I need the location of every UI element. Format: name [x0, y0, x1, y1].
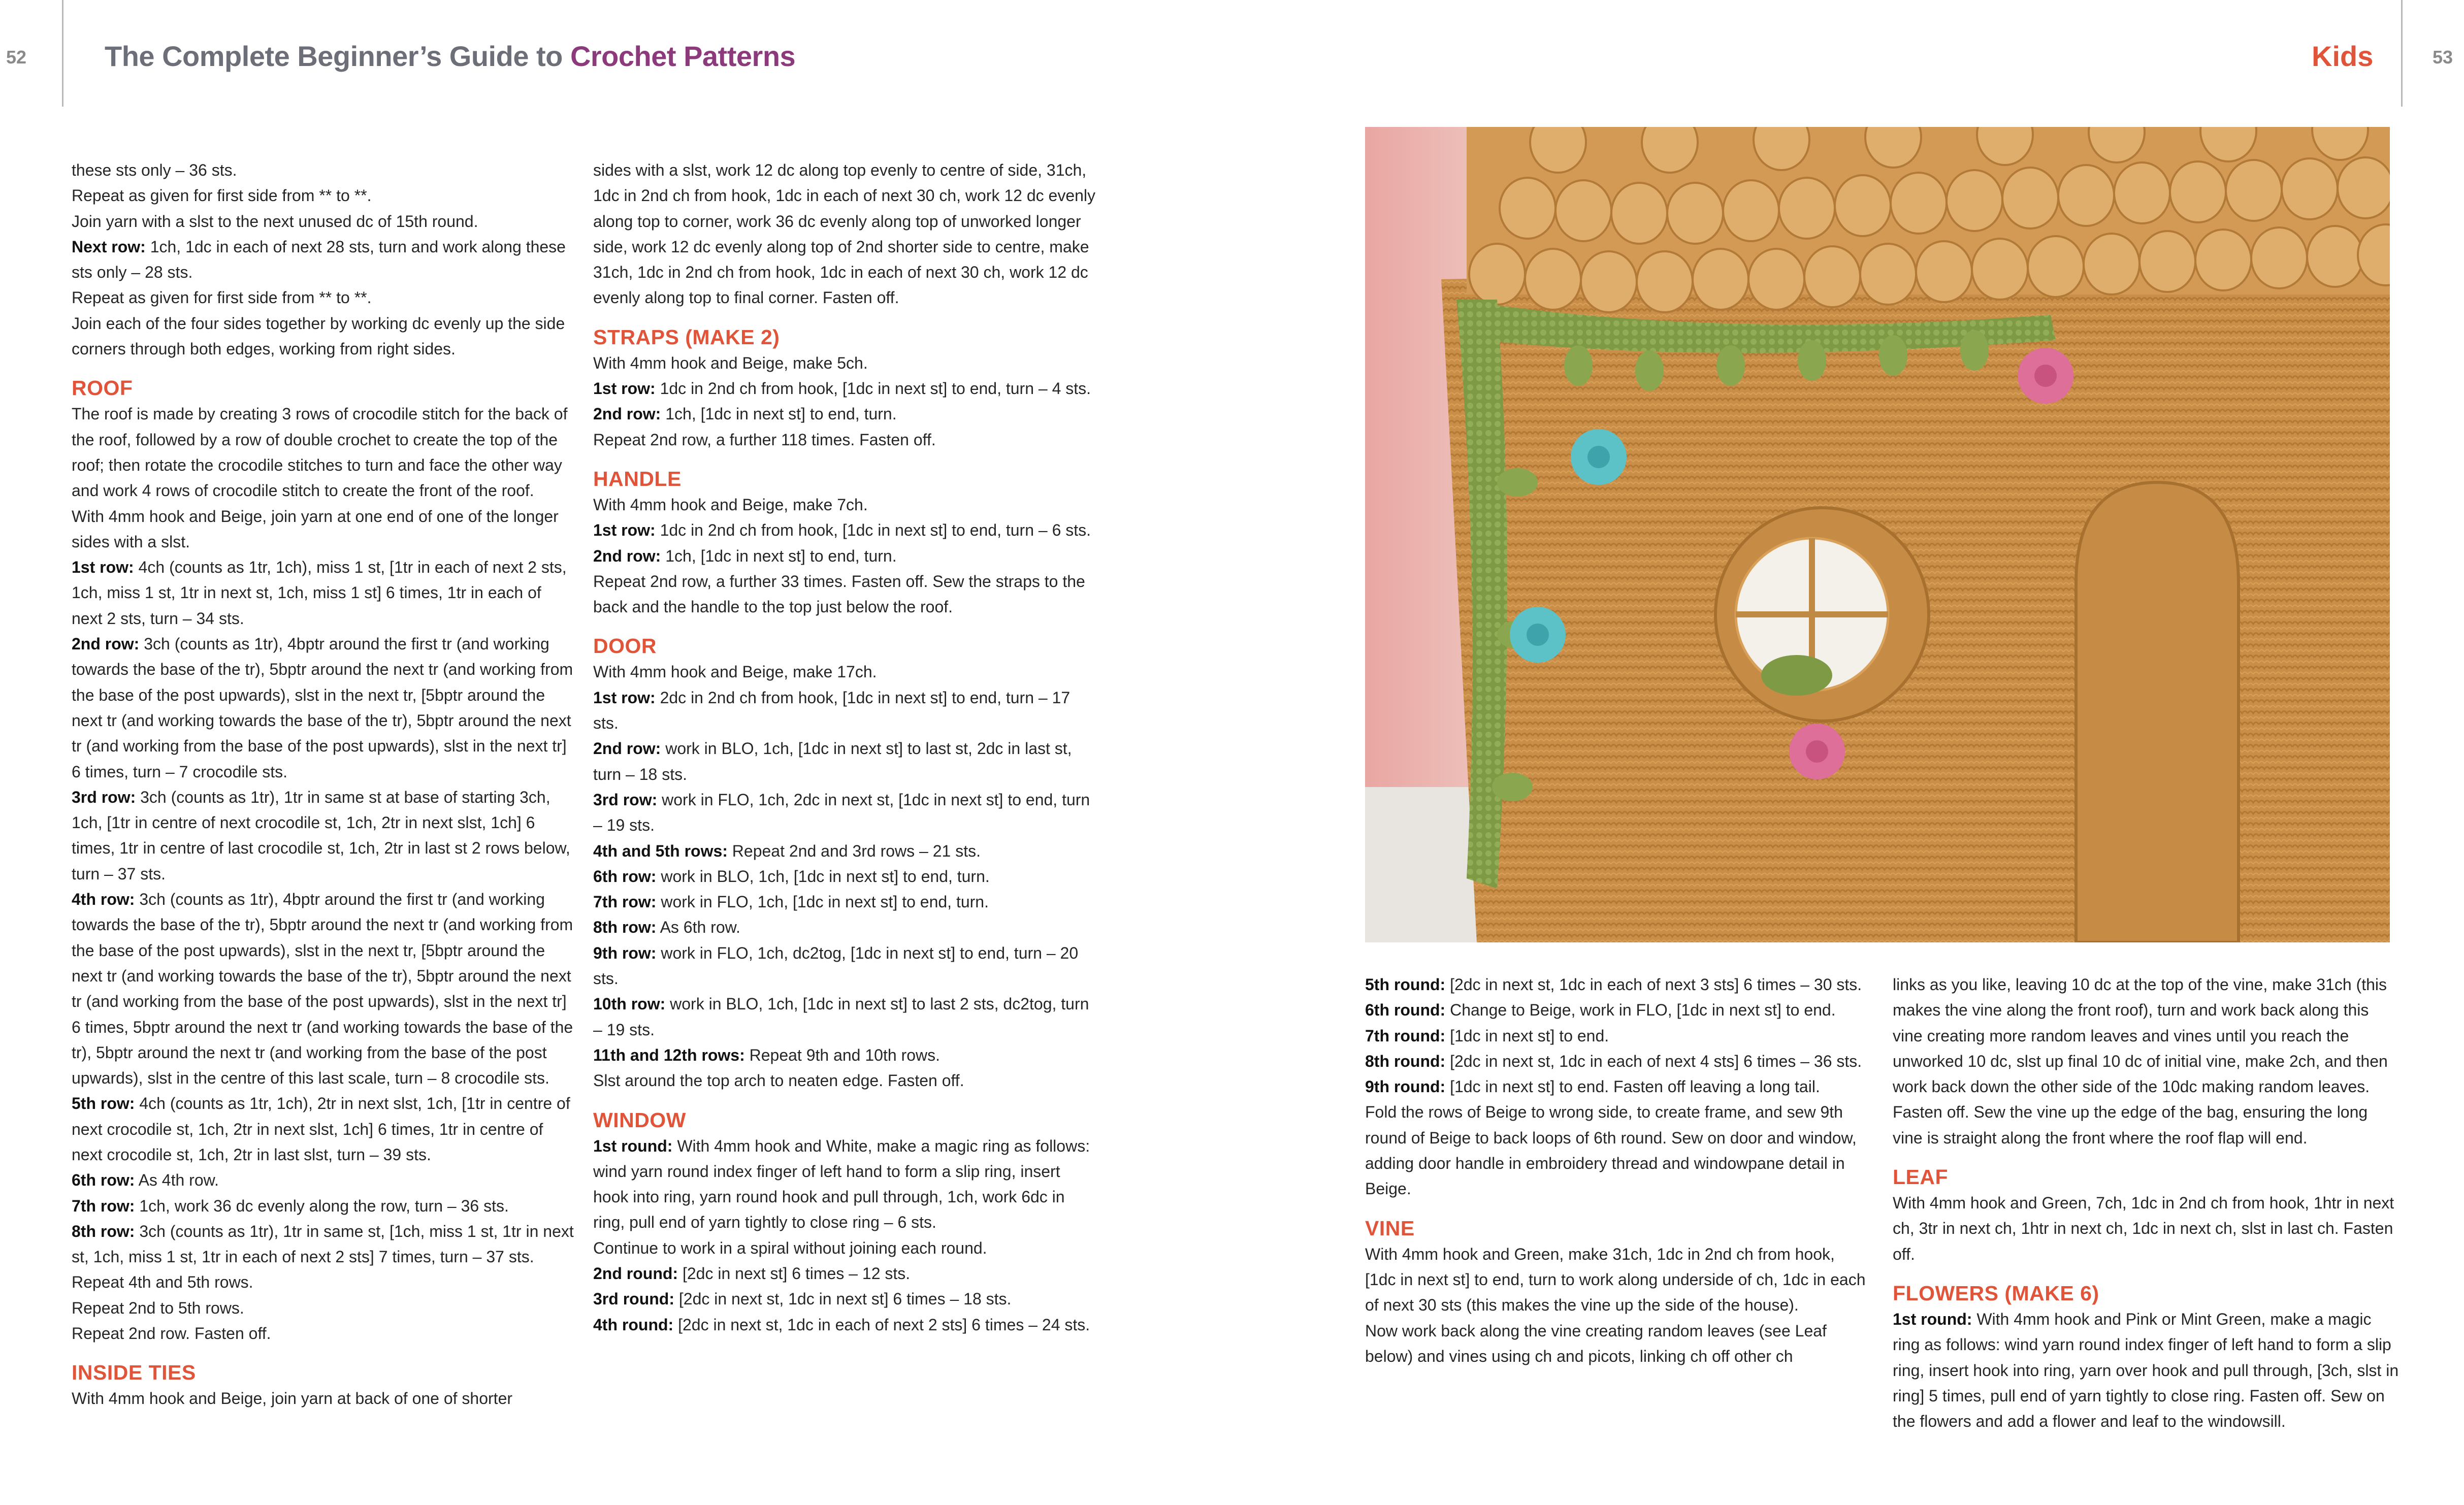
text-column-4	[1893, 972, 2401, 1434]
instruction-text: 4ch (counts as 1tr, 1ch), 2tr in next slst, 1ch, [1tr in centre of next crocodile st, 1ch, 2tr in next slst, 1ch] 6 times, 1tr in centre of next crocodile st, 1ch, 2tr in last slst, turn – 39 sts.	[72, 1094, 570, 1164]
paragraph: Fold the rows of Beige to wrong side, to create frame, and sew 9th round of Beige to back loops of 6th round. Sew on door and window, adding door handle in embroidery thread and windowpane detail in Beige.	[1365, 1103, 1857, 1198]
instruction	[593, 991, 1096, 1042]
paragraph: With 4mm hook and Beige, join yarn at back of one of shorter	[72, 1389, 513, 1408]
instruction	[1365, 1023, 1868, 1049]
paragraph: Join each of the four sides together by working dc evenly up the side corners through both edges, working from right sides.	[72, 314, 565, 358]
instruction-label: 11th and 12th rows:	[593, 1045, 745, 1064]
instruction-label: 8th row:	[593, 918, 657, 937]
page-number-right: 53	[2433, 47, 2453, 68]
instruction	[1365, 972, 1868, 997]
heading-flowers: FLOWERS (MAKE 6)	[1893, 1281, 2099, 1305]
instruction-label: 2nd row:	[593, 739, 661, 758]
paragraph: Join yarn with a slst to the next unused dc of 15th round.	[72, 212, 478, 231]
instruction-text: work in BLO, 1ch, [1dc in next st] to last 2 sts, dc2tog, turn – 19 sts.	[593, 995, 1089, 1039]
instruction-text: work in BLO, 1ch, [1dc in next st] to end, turn.	[656, 867, 990, 886]
instruction	[593, 1133, 1096, 1235]
instruction	[72, 1091, 574, 1167]
paragraph: With 4mm hook and Green, make 31ch, 1dc in 2nd ch from hook, [1dc in next st] to end, turn to work along underside of ch, 1dc in each of next 30 sts (this makes the vine up the side of the house).	[1365, 1245, 1866, 1315]
instruction	[593, 736, 1096, 787]
instruction-text: Repeat 9th and 10th rows.	[744, 1045, 940, 1064]
instruction-label: 7th row:	[593, 893, 657, 911]
instruction	[72, 1219, 574, 1270]
instruction-text: 1ch, work 36 dc evenly along the row, turn – 36 sts.	[135, 1196, 509, 1215]
instruction	[1893, 1306, 2401, 1434]
instruction-label: 1st row:	[72, 558, 134, 577]
instruction-text: With 4mm hook and Pink or Mint Green, make a magic ring as follows: wind yarn round index finger of left hand to form a slip ring, insert hook into ring, yarn over hook and pull through, [3ch, slst in ring] 5 times, pull end of yarn tightly to close ring. Fasten off. Sew on the flowers and add a flower and leaf to the windowsill.	[1893, 1310, 2399, 1431]
instruction-label: 1st round:	[593, 1136, 673, 1155]
paragraph: The roof is made by creating 3 rows of crocodile stitch for the back of the roof, followed by a row of double crochet to create the top of the roof; then rotate the crocodile stitches to turn and face the other way and work 4 rows of crocodile stitch to create the front of the roof.	[72, 405, 568, 500]
door	[2076, 482, 2239, 942]
instruction-text: 1dc in 2nd ch from hook, [1dc in next st] to end, turn – 6 sts.	[655, 521, 1091, 540]
instruction-label: 1st row:	[593, 379, 656, 398]
instruction-text: [2dc in next st, 1dc in each of next 4 sts] 6 times – 36 sts.	[1445, 1052, 1862, 1070]
instruction-text: 3ch (counts as 1tr), 4bptr around the first tr (and working towards the base of the tr), 5bptr around the next tr (and working from the base of the post upwards), slst in the next tr, [5bptr around the next tr (and working towards the base of the tr), 5bptr around the next tr (and working from the base of the post upwards), slst in the next tr] 6 times, turn – 7 crocodile sts.	[72, 635, 573, 781]
instruction	[593, 1042, 1096, 1068]
instruction	[593, 838, 1096, 864]
instruction-label: 6th round:	[1365, 1001, 1446, 1020]
instruction	[593, 914, 1096, 940]
instruction	[593, 1312, 1096, 1337]
heading-inside-ties: INSIDE TIES	[72, 1361, 196, 1385]
paragraph: Continue to work in a spiral without joining each round.	[593, 1238, 987, 1257]
paragraph: Slst around the top arch to neaten edge. Fasten off.	[593, 1071, 964, 1090]
instruction	[593, 864, 1096, 889]
instruction-text: 3ch (counts as 1tr), 4bptr around the first tr (and working towards the base of the tr), 5bptr around the next tr (and working from the base of the post upwards), slst in the next tr, [5bptr around the next tr (and working towards the base of the tr), 5bptr around the next tr (and working from the base of the post upwards), slst in the next tr] 6 times, 5bptr around the next tr (and working towards the base of the tr), 5bptr around the next tr (and working from the base of the post upwards), slst in the centre of this last scale, turn – 8 crocodile sts.	[72, 890, 573, 1088]
paragraph: links as you like, leaving 10 dc at the top of the vine, make 31ch (this makes the vine along the front roof), turn and work back along this vine creating more random leaves and vines until you reach the unworked 10 dc, slst up final 10 dc of initial vine, make 2ch, and then work back down the other side of the 10dc making random leaves. Fasten off. Sew the vine up the edge of the bag, ensuring the long vine is straight along the front where the roof flap will end.	[1893, 975, 2388, 1147]
instruction-text: [2dc in next st, 1dc in next st] 6 times – 18 sts.	[674, 1290, 1012, 1308]
paragraph: With 4mm hook and Beige, make 7ch.	[593, 495, 868, 514]
instruction	[72, 631, 574, 784]
paragraph: Repeat 2nd row. Fasten off.	[72, 1324, 271, 1343]
instruction	[593, 685, 1096, 736]
instruction	[593, 543, 1096, 569]
instruction-label: 1st row:	[593, 688, 656, 707]
instruction-label: 6th row:	[72, 1171, 135, 1190]
instruction-label: 7th row:	[72, 1196, 135, 1215]
instruction-label: 4th and 5th rows:	[593, 841, 728, 860]
instruction-text: With 4mm hook and White, make a magic ring as follows: wind yarn round index finger of left hand to form a slip ring, insert hook into ring, yarn round hook and pull through, 1ch, work 6dc in ring, pull end of yarn tightly to close ring – 6 sts.	[593, 1136, 1090, 1232]
paragraph: sides with a slst, work 12 dc along top evenly to centre of side, 31ch, 1dc in 2nd ch from hook, 1dc in each of next 30 ch, work 12 dc evenly along top to corner, work 36 dc evenly along top of unworked longer side, work 12 dc evenly along top of 2nd shorter side to centre, make 31ch, 1dc in 2nd ch from hook, 1dc in each of next 30 ch, work 12 dc evenly along top to final corner. Fasten off.	[593, 161, 1096, 307]
paragraph: With 4mm hook and Green, 7ch, 1dc in 2nd ch from hook, 1htr in next ch, 3tr in next ch, 1htr in next ch, 1dc in next ch, slst in last ch. Fasten off.	[1893, 1194, 2394, 1263]
instruction	[1365, 1049, 1868, 1074]
crochet-house-photo	[1365, 127, 2390, 942]
paragraph: With 4mm hook and Beige, join yarn at one end of one of the longer sides with a slst.	[72, 507, 559, 551]
paragraph: these sts only – 36 sts.	[72, 161, 237, 179]
heading-leaf: LEAF	[1893, 1165, 1949, 1189]
instruction-text: 1ch, [1dc in next st] to end, turn.	[661, 546, 897, 565]
instruction	[1365, 997, 1868, 1023]
instruction-text: As 4th row.	[135, 1171, 219, 1190]
text-column-2	[593, 157, 1096, 1337]
instruction-label: 5th row:	[72, 1094, 135, 1113]
instruction-text: [2dc in next st, 1dc in each of next 2 sts] 6 times – 24 sts.	[673, 1315, 1090, 1334]
instruction-text: 1ch, [1dc in next st] to end, turn.	[661, 405, 897, 423]
book-title	[105, 40, 795, 73]
instruction-text: Change to Beige, work in FLO, [1dc in next st] to end.	[1445, 1001, 1836, 1020]
instruction-label: 7th round:	[1365, 1026, 1446, 1045]
instruction-label: 2nd row:	[72, 635, 140, 653]
instruction-text: 1dc in 2nd ch from hook, [1dc in next st] to end, turn – 4 sts.	[655, 379, 1091, 398]
instruction	[72, 554, 574, 631]
instruction-text: 4ch (counts as 1tr, 1ch), miss 1 st, [1tr in each of next 2 sts, 1ch, miss 1 st, 1tr in next st, 1ch, miss 1 st] 6 times, 1tr in each of next 2 sts, turn – 34 sts.	[72, 558, 567, 628]
instruction-text: [2dc in next st, 1dc in each of next 3 sts] 6 times – 30 sts.	[1445, 975, 1862, 994]
instruction-label: 2nd row:	[593, 546, 661, 565]
instruction-label: 8th row:	[72, 1222, 135, 1240]
instruction	[593, 401, 1096, 427]
paragraph: Repeat 2nd row, a further 118 times. Fasten off.	[593, 430, 936, 449]
instruction-label: 6th row:	[593, 867, 657, 886]
paragraph: Repeat 4th and 5th rows.	[72, 1273, 253, 1292]
instruction	[593, 889, 1096, 914]
instruction	[593, 517, 1096, 543]
instruction-label: 10th row:	[593, 995, 666, 1013]
instruction-text: 2dc in 2nd ch from hook, [1dc in next st] to end, turn – 17 sts.	[593, 688, 1071, 733]
instruction-label: Next row:	[72, 237, 146, 256]
instruction	[593, 1286, 1096, 1312]
instruction	[593, 787, 1096, 838]
instruction-text: work in BLO, 1ch, [1dc in next st] to last st, 2dc in last st, turn – 18 sts.	[593, 739, 1072, 783]
instruction-text: [1dc in next st] to end.	[1445, 1026, 1609, 1045]
text-column-3	[1365, 972, 1868, 1369]
instruction	[72, 234, 574, 285]
section-label: Kids	[2312, 40, 2374, 72]
header-divider-left	[62, 0, 63, 107]
instruction-text: work in FLO, 1ch, dc2tog, [1dc in next st] to end, turn – 20 sts.	[593, 943, 1079, 988]
heading-straps: STRAPS (MAKE 2)	[593, 325, 780, 349]
paragraph: With 4mm hook and Beige, make 5ch.	[593, 353, 868, 372]
instruction-label: 4th row:	[72, 890, 135, 909]
instruction-label: 3rd row:	[593, 790, 658, 809]
instruction-text: [1dc in next st] to end. Fasten off leaving a long tail.	[1445, 1077, 1820, 1096]
heading-door: DOOR	[593, 634, 657, 658]
instruction-label: 5th round:	[1365, 975, 1446, 994]
instruction-label: 1st round:	[1893, 1310, 1972, 1328]
heading-handle: HANDLE	[593, 467, 682, 490]
instruction-text: As 6th row.	[656, 918, 740, 937]
paragraph: Repeat 2nd to 5th rows.	[72, 1298, 244, 1317]
instruction	[72, 887, 574, 1091]
instruction-label: 1st row:	[593, 521, 656, 540]
book-title-accent: Crochet Patterns	[570, 40, 796, 72]
instruction	[72, 1167, 574, 1193]
instruction-label: 8th round:	[1365, 1052, 1446, 1070]
instruction	[72, 1193, 574, 1219]
instruction-text: work in FLO, 1ch, 2dc in next st, [1dc in next st] to end, turn – 19 sts.	[593, 790, 1090, 835]
instruction	[593, 1261, 1096, 1286]
text-column-1	[72, 157, 574, 1412]
instruction-text: work in FLO, 1ch, [1dc in next st] to end, turn.	[656, 893, 989, 911]
header-divider-right	[2401, 0, 2403, 107]
instruction-text: Repeat 2nd and 3rd rows – 21 sts.	[727, 841, 981, 860]
paragraph: Now work back along the vine creating random leaves (see Leaf below) and vines using ch and picots, linking ch off other ch	[1365, 1321, 1827, 1365]
crochet-house-illustration	[1365, 127, 2390, 942]
instruction-text: 1ch, 1dc in each of next 28 sts, turn and work along these sts only – 28 sts.	[72, 237, 566, 282]
paragraph: Repeat as given for first side from ** to **.	[72, 186, 372, 205]
instruction-label: 3rd row:	[72, 788, 136, 806]
instruction-label: 9th row:	[593, 943, 657, 962]
page-number-left: 52	[6, 47, 27, 68]
roof-scales	[1467, 127, 2390, 312]
instruction	[72, 784, 574, 887]
instruction-text: [2dc in next st] 6 times – 12 sts.	[678, 1264, 911, 1283]
book-title-main: The Complete Beginner’s Guide to	[105, 40, 570, 72]
instruction-label: 9th round:	[1365, 1077, 1446, 1096]
heading-roof: ROOF	[72, 376, 133, 400]
instruction-label: 3rd round:	[593, 1290, 674, 1308]
instruction	[593, 940, 1096, 992]
instruction-label: 2nd row:	[593, 405, 661, 423]
instruction	[1365, 1074, 1868, 1099]
instruction-label: 4th round:	[593, 1315, 674, 1334]
instruction	[593, 376, 1096, 401]
instruction-label: 2nd round:	[593, 1264, 678, 1283]
paragraph: Repeat 2nd row, a further 33 times. Fasten off. Sew the straps to the back and the handle to the top just below the roof.	[593, 572, 1085, 616]
heading-vine: VINE	[1365, 1216, 1415, 1240]
window	[1715, 508, 1929, 721]
paragraph: Repeat as given for first side from ** to **.	[72, 288, 372, 307]
instruction-text: 3ch (counts as 1tr), 1tr in same st, [1ch, miss 1 st, 1tr in next st, 1ch, miss 1 st, 1tr in each of next 2 sts] 7 times, turn – 37 sts.	[72, 1222, 574, 1266]
heading-window: WINDOW	[593, 1108, 686, 1132]
instruction-text: 3ch (counts as 1tr), 1tr in same st at base of starting 3ch, 1ch, [1tr in centre of next crocodile st, 1ch, 2tr in next slst, 1ch] 6 times, 1tr in centre of last crocodile st, 1ch, 2tr in last st 2 rows below, turn – 37 sts.	[72, 788, 570, 883]
paragraph: With 4mm hook and Beige, make 17ch.	[593, 663, 877, 681]
